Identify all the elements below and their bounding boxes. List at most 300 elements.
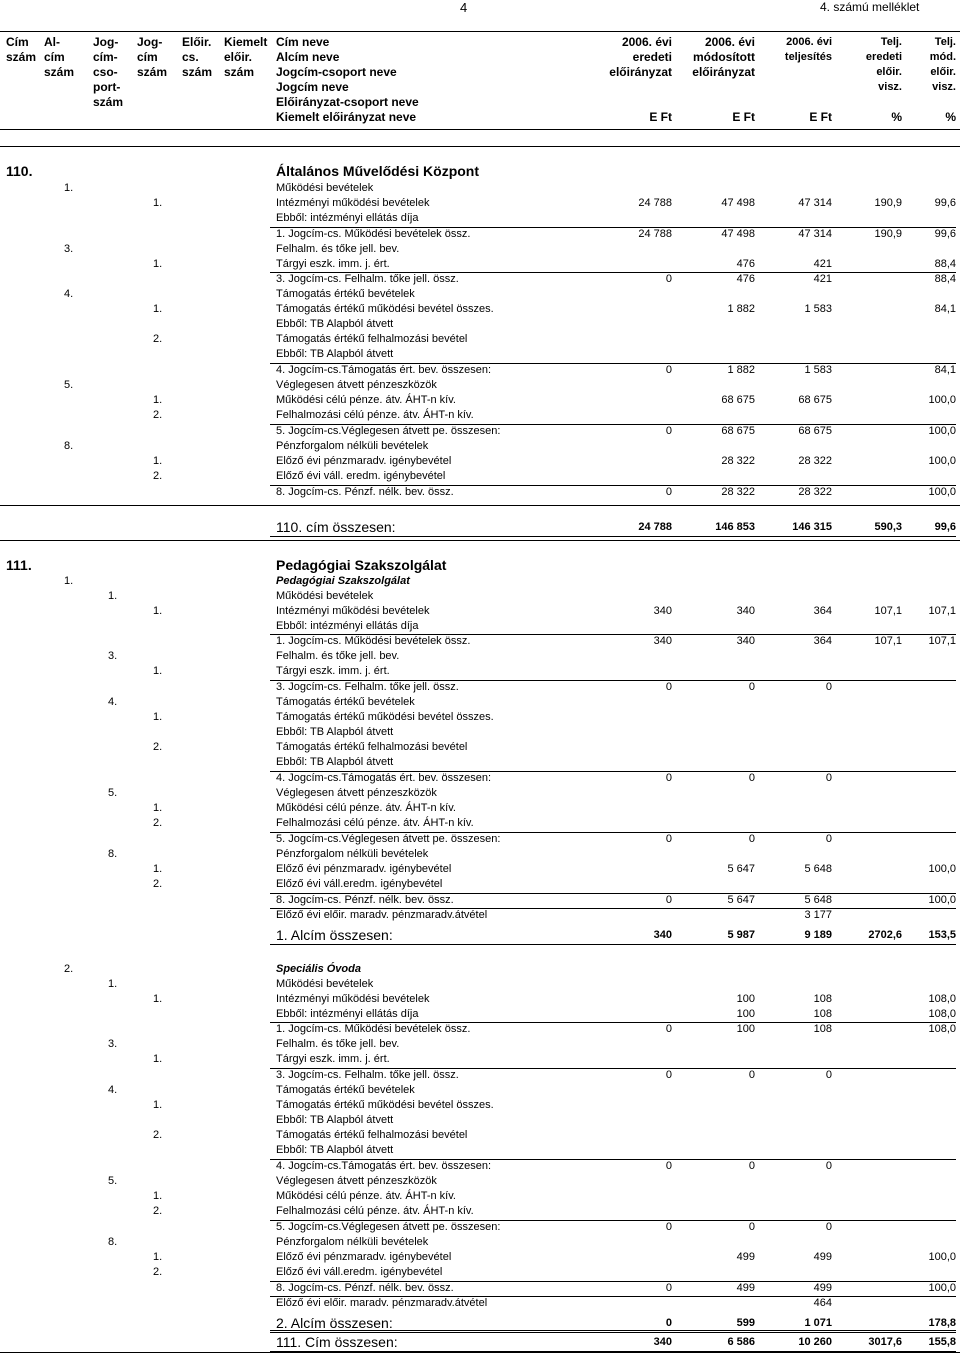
table-row xyxy=(0,1281,960,1296)
row-code-jogcimcsop: 4. xyxy=(108,696,118,708)
row-value-v5: 100,0 xyxy=(928,455,956,467)
table-row xyxy=(0,469,960,484)
row-label: 8. Jogcím-cs. Pénzf. nélk. bev. össz. xyxy=(276,894,454,906)
table-row xyxy=(0,1022,960,1037)
total-rule xyxy=(270,944,956,945)
row-label: 5. Jogcím-cs.Véglegesen átvett pe. összesen: xyxy=(276,425,501,437)
row-label: Támogatás értékű bevételek xyxy=(276,1084,415,1096)
row-value-v4: 107,1 xyxy=(874,635,902,647)
row-code-jogcimcsop: 4. xyxy=(108,1084,118,1096)
row-code-cim: 110. xyxy=(6,163,33,179)
row-label: Támogatás értékű bevételek xyxy=(276,696,415,708)
col-jogcimcsoport: Jog- cím- cso- port- szám xyxy=(93,35,124,109)
row-rule xyxy=(270,771,956,772)
page-number: 4 xyxy=(460,0,468,15)
table-row xyxy=(0,926,960,944)
row-label: Felhalm. és tőke jell. bev. xyxy=(276,1038,400,1050)
row-label: Támogatás értékű felhalmozási bevétel xyxy=(276,741,468,753)
row-value-v5: 99,6 xyxy=(934,228,956,240)
row-label: 4. Jogcím-cs.Támogatás ért. bev. összesen: xyxy=(276,364,491,376)
row-value-v2: 499 xyxy=(736,1251,755,1263)
row-value-v2: 476 xyxy=(736,273,755,285)
row-label: Működési bevételek xyxy=(276,978,374,990)
row-code-alcim: 3. xyxy=(64,243,74,255)
row-code-jogcim: 1. xyxy=(153,455,163,467)
row-label: Általános Művelődési Központ xyxy=(276,163,480,179)
row-value-v3: 68 675 xyxy=(798,425,832,437)
section-divider xyxy=(0,146,960,147)
row-code-jogcim: 1. xyxy=(153,394,163,406)
row-value-v2: 1 882 xyxy=(727,364,755,376)
row-value-v5: 100,0 xyxy=(928,1282,956,1294)
row-label: Véglegesen átvett pénzeszközök xyxy=(276,379,437,391)
row-value-v2: 28 322 xyxy=(721,455,755,467)
col-kiemelt: Kiemelt előir. szám xyxy=(224,35,268,79)
unit-telj-mod: % xyxy=(945,110,956,124)
row-value-v3: 108 xyxy=(813,1023,832,1035)
row-value-v2: 6 586 xyxy=(727,1336,755,1348)
row-value-v5: 99,6 xyxy=(934,197,956,209)
row-code-jogcim: 1. xyxy=(153,258,163,270)
table-row xyxy=(0,634,960,649)
row-value-v5: 108,0 xyxy=(928,1008,956,1020)
row-value-v1: 340 xyxy=(653,929,672,941)
row-value-v3: 3 177 xyxy=(804,909,832,921)
table-row xyxy=(0,1068,960,1083)
row-label: Támogatás értékű működési bevétel összes. xyxy=(276,1099,494,1111)
row-value-v5: 107,1 xyxy=(928,635,956,647)
table-row xyxy=(0,862,960,877)
row-label: Intézményi működési bevételek xyxy=(276,993,430,1005)
row-label: Felhalm. és tőke jell. bev. xyxy=(276,650,400,662)
table-row xyxy=(0,771,960,786)
table-row xyxy=(0,1333,960,1351)
row-code-jogcimcsop: 5. xyxy=(108,1175,118,1187)
row-label: Működési bevételek xyxy=(276,182,374,194)
table-row xyxy=(0,962,960,977)
row-code-jogcim: 2. xyxy=(153,1129,163,1141)
row-code-jogcim: 2. xyxy=(153,741,163,753)
row-code-jogcimcsop: 1. xyxy=(108,978,118,990)
section-divider xyxy=(0,505,960,506)
row-label: 2. Alcím összesen: xyxy=(276,1315,393,1331)
row-value-v1: 340 xyxy=(653,1336,672,1348)
row-value-v2: 0 xyxy=(748,833,755,845)
row-rule xyxy=(270,1281,956,1282)
row-code-jogcim: 1. xyxy=(153,197,163,209)
row-value-v3: 0 xyxy=(825,833,832,845)
row-label: Előző évi előir. maradv. pénzmaradv.átvétel xyxy=(276,1297,488,1309)
row-label: Pedagógiai Szakszolgálat xyxy=(276,557,447,573)
row-value-v1: 0 xyxy=(665,1317,672,1329)
table-row xyxy=(0,1007,960,1022)
table-row xyxy=(0,393,960,408)
table-row xyxy=(0,1098,960,1113)
row-value-v3: 0 xyxy=(825,1221,832,1233)
row-value-v1: 24 788 xyxy=(638,197,672,209)
table-row xyxy=(0,710,960,725)
col-cim: Cím szám xyxy=(6,35,37,64)
row-value-v5: 107,1 xyxy=(928,605,956,617)
table-row xyxy=(0,408,960,423)
row-value-v3: 5 648 xyxy=(804,863,832,875)
row-label: Intézményi működési bevételek xyxy=(276,197,430,209)
table-row xyxy=(0,302,960,317)
table-row xyxy=(0,257,960,272)
table-row xyxy=(0,439,960,454)
row-code-jogcimcsop: 8. xyxy=(108,1236,118,1248)
table-row xyxy=(0,1296,960,1311)
row-value-v3: 47 314 xyxy=(798,197,832,209)
row-value-v2: 5 647 xyxy=(727,863,755,875)
row-value-v2: 1 882 xyxy=(727,303,755,315)
section-divider xyxy=(0,540,960,541)
row-label: 4. Jogcím-cs.Támogatás ért. bev. összesen: xyxy=(276,1160,491,1172)
row-rule xyxy=(270,1022,956,1023)
row-code-jogcim: 1. xyxy=(153,1053,163,1065)
table-row xyxy=(0,162,960,180)
row-code-jogcim: 2. xyxy=(153,1205,163,1217)
row-label: Támogatás értékű felhalmozási bevétel xyxy=(276,1129,468,1141)
row-code-jogcim: 2. xyxy=(153,333,163,345)
row-value-v1: 0 xyxy=(665,273,672,285)
table-row xyxy=(0,556,960,574)
row-label: Előző évi váll.eredm. igénybevétel xyxy=(276,1266,443,1278)
row-code-cim: 111. xyxy=(6,557,32,573)
row-value-v5: 100,0 xyxy=(928,1251,956,1263)
row-value-v3: 0 xyxy=(825,1160,832,1172)
row-value-v3: 1 583 xyxy=(804,364,832,376)
row-label: Előző évi pénzmaradv. igénybevétel xyxy=(276,455,452,467)
row-value-v3: 10 260 xyxy=(798,1336,832,1348)
row-label: Előző évi pénzmaradv. igénybevétel xyxy=(276,1251,452,1263)
row-value-v2: 100 xyxy=(736,1008,755,1020)
row-value-v5: 84,1 xyxy=(934,364,956,376)
row-value-v3: 5 648 xyxy=(804,894,832,906)
table-row xyxy=(0,518,960,536)
row-label: 1. Jogcím-cs. Működési bevételek össz. xyxy=(276,228,471,240)
row-value-v5: 88,4 xyxy=(934,273,956,285)
row-code-jogcim: 2. xyxy=(153,1266,163,1278)
table-row xyxy=(0,1220,960,1235)
row-label: Tárgyi eszk. imm. j. ért. xyxy=(276,665,390,677)
row-code-jogcim: 1. xyxy=(153,863,163,875)
row-value-v3: 421 xyxy=(813,273,832,285)
row-code-jogcimcsop: 8. xyxy=(108,848,118,860)
table-row xyxy=(0,1250,960,1265)
row-label: 5. Jogcím-cs.Véglegesen átvett pe. összesen: xyxy=(276,1221,501,1233)
row-value-v1: 0 xyxy=(665,486,672,498)
table-row xyxy=(0,574,960,589)
row-value-v3: 68 675 xyxy=(798,394,832,406)
row-label: Pénzforgalom nélküli bevételek xyxy=(276,848,429,860)
row-value-v4: 190,9 xyxy=(874,197,902,209)
row-value-v3: 364 xyxy=(813,605,832,617)
row-value-v3: 0 xyxy=(825,681,832,693)
row-value-v1: 0 xyxy=(665,364,672,376)
table-row xyxy=(0,649,960,664)
row-value-v5: 100,0 xyxy=(928,894,956,906)
row-value-v3: 0 xyxy=(825,1069,832,1081)
row-label: 5. Jogcím-cs.Véglegesen átvett pe. összesen: xyxy=(276,833,501,845)
table-row xyxy=(0,1174,960,1189)
row-rule xyxy=(270,272,956,273)
row-value-v3: 499 xyxy=(813,1282,832,1294)
row-value-v4: 190,9 xyxy=(874,228,902,240)
row-value-v5: 88,4 xyxy=(934,258,956,270)
section-divider xyxy=(0,1352,960,1353)
row-value-v3: 1 071 xyxy=(804,1317,832,1329)
row-value-v3: 421 xyxy=(813,258,832,270)
col-jogcim: Jog- cím szám xyxy=(137,35,168,79)
row-rule xyxy=(270,680,956,681)
row-value-v1: 0 xyxy=(665,833,672,845)
table-row xyxy=(0,181,960,196)
row-value-v2: 0 xyxy=(748,1160,755,1172)
table-row xyxy=(0,680,960,695)
table-row xyxy=(0,604,960,619)
col-telj-mod: Telj. mód. előir. visz. xyxy=(929,36,956,93)
row-rule xyxy=(270,1296,956,1297)
table-row xyxy=(0,332,960,347)
table-row xyxy=(0,227,960,242)
row-value-v2: 0 xyxy=(748,1221,755,1233)
row-value-v3: 146 315 xyxy=(792,521,832,533)
col-names: Cím neve Alcím neve Jogcím-csoport neve Jogcím neve Előirányzat-csoport neve Kiemelt előirányzat neve xyxy=(276,35,419,124)
row-value-v2: 476 xyxy=(736,258,755,270)
row-code-jogcim: 1. xyxy=(153,665,163,677)
row-label: Ebből: TB Alapból átvett xyxy=(276,1114,394,1126)
row-rule xyxy=(270,634,956,635)
table-row xyxy=(0,1265,960,1280)
table-row xyxy=(0,1204,960,1219)
row-label: 1. Jogcím-cs. Működési bevételek össz. xyxy=(276,635,471,647)
row-value-v3: 1 583 xyxy=(804,303,832,315)
row-label: Támogatás értékű működési bevétel összes. xyxy=(276,303,494,315)
row-label: Pedagógiai Szakszolgálat xyxy=(276,575,410,587)
table-row xyxy=(0,272,960,287)
table-row xyxy=(0,1159,960,1174)
col-eloir-cs: Előir. cs. szám xyxy=(182,35,213,79)
row-label: Ebből: TB Alapból átvett xyxy=(276,756,394,768)
section-divider xyxy=(270,1330,956,1331)
row-label: Előző évi váll. eredm. igénybevétel xyxy=(276,470,446,482)
unit-telj-eredeti: % xyxy=(891,110,902,124)
row-value-v2: 146 853 xyxy=(715,521,755,533)
table-row xyxy=(0,847,960,862)
row-value-v2: 5 987 xyxy=(727,929,755,941)
row-label: Felhalmozási célú pénze. átv. ÁHT-n kív. xyxy=(276,817,474,829)
row-value-v3: 364 xyxy=(813,635,832,647)
row-value-v2: 100 xyxy=(736,1023,755,1035)
table-row xyxy=(0,877,960,892)
table-row xyxy=(0,832,960,847)
table-row xyxy=(0,485,960,500)
table-row xyxy=(0,196,960,211)
row-value-v3: 47 314 xyxy=(798,228,832,240)
row-label: Működési célú pénze. átv. ÁHT-n kív. xyxy=(276,394,456,406)
row-code-jogcim: 1. xyxy=(153,802,163,814)
row-label: 8. Jogcím-cs. Pénzf. nélk. bev. össz. xyxy=(276,486,454,498)
row-value-v5: 84,1 xyxy=(934,303,956,315)
row-label: Támogatás értékű felhalmozási bevétel xyxy=(276,333,468,345)
row-label: 111. Cím összesen: xyxy=(276,1334,398,1350)
col-modositott: 2006. évi módosított előirányzat xyxy=(692,35,755,79)
row-label: 3. Jogcím-cs. Felhalm. tőke jell. össz. xyxy=(276,1069,459,1081)
row-value-v1: 0 xyxy=(665,425,672,437)
table-row xyxy=(0,1113,960,1128)
row-label: Működési célú pénze. átv. ÁHT-n kív. xyxy=(276,1190,456,1202)
row-value-v1: 0 xyxy=(665,681,672,693)
row-value-v2: 5 647 xyxy=(727,894,755,906)
row-label: Ebből: intézményi ellátás díja xyxy=(276,1008,419,1020)
row-value-v2: 47 498 xyxy=(721,228,755,240)
row-value-v2: 499 xyxy=(736,1282,755,1294)
row-code-jogcim: 1. xyxy=(153,605,163,617)
row-value-v3: 28 322 xyxy=(798,455,832,467)
row-label: Felhalmozási célú pénze. átv. ÁHT-n kív. xyxy=(276,1205,474,1217)
row-code-jogcim: 2. xyxy=(153,817,163,829)
row-rule xyxy=(270,424,956,425)
row-label: Ebből: TB Alapból átvett xyxy=(276,726,394,738)
table-row xyxy=(0,619,960,634)
row-value-v5: 178,8 xyxy=(928,1317,956,1329)
row-label: Speciális Óvoda xyxy=(276,963,361,975)
row-label: Intézményi működési bevételek xyxy=(276,605,430,617)
row-label: Tárgyi eszk. imm. j. ért. xyxy=(276,258,390,270)
row-label: 4. Jogcím-cs.Támogatás ért. bev. összesen: xyxy=(276,772,491,784)
row-value-v1: 0 xyxy=(665,1023,672,1035)
row-value-v1: 0 xyxy=(665,1160,672,1172)
row-value-v2: 0 xyxy=(748,681,755,693)
row-code-jogcimcsop: 1. xyxy=(108,590,118,602)
row-value-v1: 0 xyxy=(665,1282,672,1294)
table-row xyxy=(0,378,960,393)
row-value-v5: 100,0 xyxy=(928,486,956,498)
row-value-v5: 100,0 xyxy=(928,863,956,875)
row-rule xyxy=(270,1220,956,1221)
row-label: Ebből: intézményi ellátás díja xyxy=(276,212,419,224)
table-row xyxy=(0,992,960,1007)
col-telj-eredeti: Telj. eredeti előir. visz. xyxy=(865,36,902,93)
row-label: Támogatás értékű működési bevétel összes. xyxy=(276,711,494,723)
row-value-v5: 100,0 xyxy=(928,425,956,437)
row-value-v2: 340 xyxy=(736,605,755,617)
row-label: 3. Jogcím-cs. Felhalm. tőke jell. össz. xyxy=(276,273,459,285)
row-label: Előző évi előir. maradv. pénzmaradv.átvétel xyxy=(276,909,488,921)
row-code-jogcim: 1. xyxy=(153,1190,163,1202)
table-row xyxy=(0,755,960,770)
row-rule xyxy=(270,908,956,909)
row-label: Működési célú pénze. átv. ÁHT-n kív. xyxy=(276,802,456,814)
row-value-v5: 108,0 xyxy=(928,993,956,1005)
row-rule xyxy=(270,363,956,364)
annex-label: 4. számú melléklet xyxy=(820,0,920,14)
row-value-v1: 24 788 xyxy=(638,521,672,533)
row-rule xyxy=(270,485,956,486)
row-label: Felhalm. és tőke jell. bev. xyxy=(276,243,400,255)
row-label: Ebből: TB Alapból átvett xyxy=(276,1144,394,1156)
table-row xyxy=(0,1143,960,1158)
row-label: Felhalmozási célú pénze. átv. ÁHT-n kív. xyxy=(276,409,474,421)
row-value-v2: 0 xyxy=(748,1069,755,1081)
row-rule xyxy=(270,1159,956,1160)
row-value-v3: 108 xyxy=(813,1008,832,1020)
row-value-v3: 464 xyxy=(813,1297,832,1309)
table-row xyxy=(0,1083,960,1098)
row-value-v3: 28 322 xyxy=(798,486,832,498)
col-eredeti: 2006. évi eredeti előirányzat xyxy=(609,35,672,79)
row-value-v1: 0 xyxy=(665,772,672,784)
row-value-v5: 108,0 xyxy=(928,1023,956,1035)
row-value-v5: 99,6 xyxy=(934,521,956,533)
table-row xyxy=(0,740,960,755)
row-value-v1: 0 xyxy=(665,1221,672,1233)
table-row xyxy=(0,242,960,257)
col-teljesites: 2006. évi teljesítés xyxy=(784,36,832,63)
row-value-v4: 3017,6 xyxy=(868,1336,902,1348)
unit-modositott: E Ft xyxy=(732,110,755,124)
row-code-jogcim: 1. xyxy=(153,1251,163,1263)
row-code-alcim: 2. xyxy=(64,963,74,975)
row-code-jogcim: 2. xyxy=(153,409,163,421)
row-label: 1. Jogcím-cs. Működési bevételek össz. xyxy=(276,1023,471,1035)
row-value-v5: 153,5 xyxy=(928,929,956,941)
row-code-jogcimcsop: 3. xyxy=(108,650,118,662)
row-label: Ebből: TB Alapból átvett xyxy=(276,318,394,330)
row-value-v1: 24 788 xyxy=(638,228,672,240)
row-code-alcim: 5. xyxy=(64,379,74,391)
table-row xyxy=(0,816,960,831)
table-row xyxy=(0,363,960,378)
row-code-jogcimcsop: 3. xyxy=(108,1038,118,1050)
row-label: 3. Jogcím-cs. Felhalm. tőke jell. össz. xyxy=(276,681,459,693)
row-label: Előző évi váll.eredm. igénybevétel xyxy=(276,878,443,890)
unit-eredeti: E Ft xyxy=(649,110,672,124)
row-value-v2: 28 322 xyxy=(721,486,755,498)
table-row xyxy=(0,1235,960,1250)
row-code-alcim: 4. xyxy=(64,288,74,300)
row-value-v2: 0 xyxy=(748,772,755,784)
table-row xyxy=(0,1052,960,1067)
row-code-alcim: 1. xyxy=(64,575,74,587)
row-value-v4: 107,1 xyxy=(874,605,902,617)
row-value-v5: 155,8 xyxy=(928,1336,956,1348)
row-code-jogcim: 1. xyxy=(153,1099,163,1111)
row-label: Működési bevételek xyxy=(276,590,374,602)
row-label: 110. cím összesen: xyxy=(276,519,396,535)
table-row xyxy=(0,977,960,992)
row-code-jogcim: 2. xyxy=(153,878,163,890)
row-value-v5: 100,0 xyxy=(928,394,956,406)
row-value-v2: 47 498 xyxy=(721,197,755,209)
table-row xyxy=(0,725,960,740)
row-label: Véglegesen átvett pénzeszközök xyxy=(276,787,437,799)
row-value-v2: 599 xyxy=(736,1317,755,1329)
table-row xyxy=(0,695,960,710)
row-rule xyxy=(270,227,956,228)
row-code-jogcim: 2. xyxy=(153,470,163,482)
row-value-v2: 340 xyxy=(736,635,755,647)
row-value-v3: 108 xyxy=(813,993,832,1005)
unit-teljesites: E Ft xyxy=(809,110,832,124)
total-rule xyxy=(270,536,956,537)
row-code-jogcim: 1. xyxy=(153,303,163,315)
row-value-v3: 499 xyxy=(813,1251,832,1263)
table-row xyxy=(0,287,960,302)
row-code-jogcimcsop: 5. xyxy=(108,787,118,799)
row-value-v2: 68 675 xyxy=(721,394,755,406)
